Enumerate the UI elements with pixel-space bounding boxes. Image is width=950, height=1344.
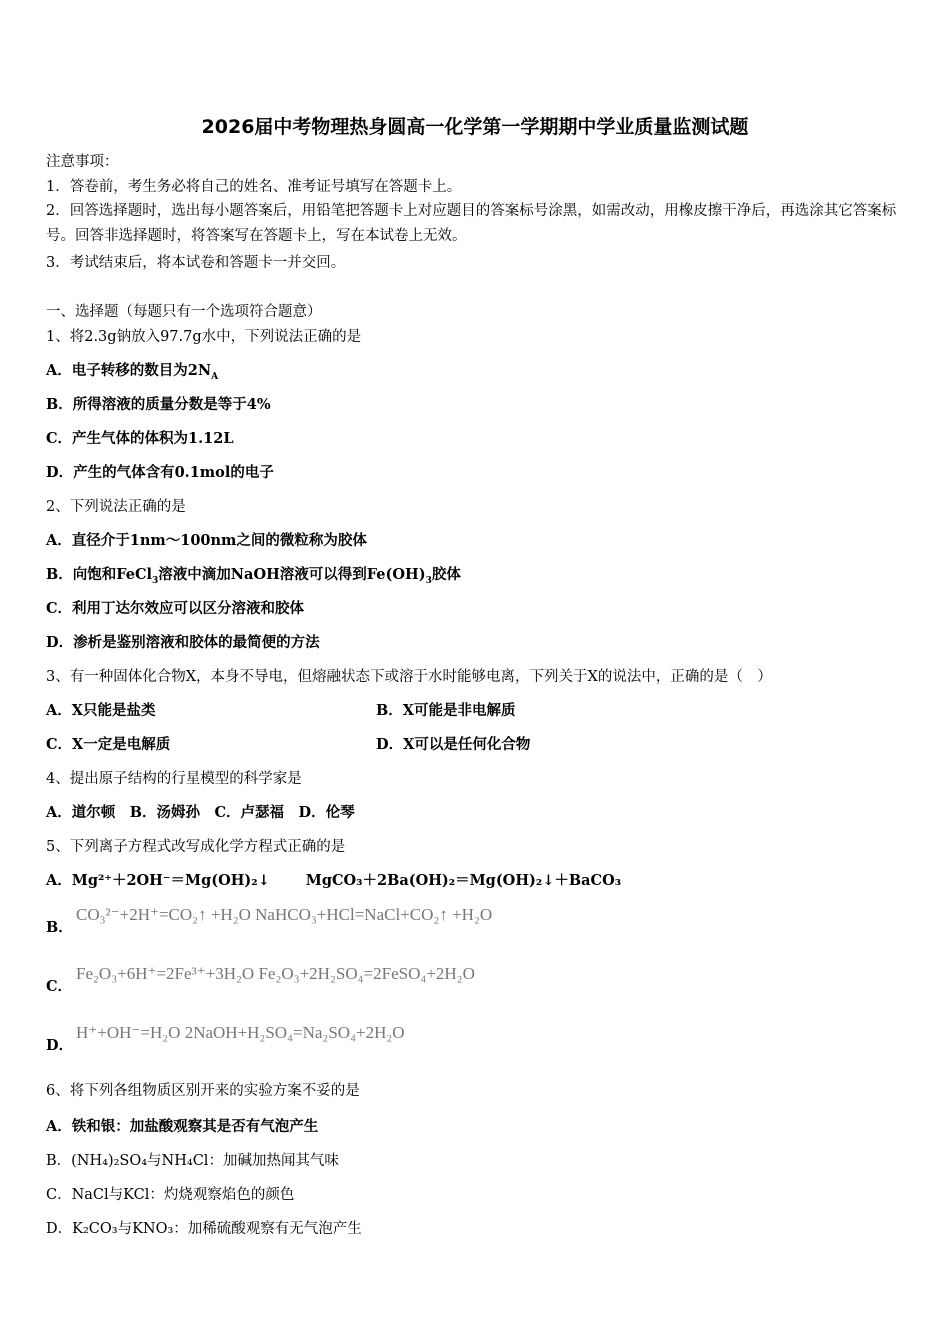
q3-option-d: D．X可以是任何化合物	[376, 736, 531, 753]
q1-option-d: D．产生的气体含有0.1mol的电子	[46, 464, 274, 481]
q1-stem: 1、将2.3g钠放入97.7g水中，下列说法正确的是	[46, 329, 362, 345]
q3-stem: 3、有一种固体化合物X，本身不导电，但熔融状态下或溶于水时能够电离，下列关于X的说法中，正确的是（ ）	[46, 669, 772, 685]
q5-option-a: A．Mg²⁺＋2OH⁻＝Mg(OH)₂↓ MgCO₃＋2Ba(OH)₂＝Mg(OH)₂↓＋BaCO₃	[46, 872, 622, 889]
q2-option-c: C．利用丁达尔效应可以区分溶液和胶体	[46, 600, 305, 617]
notice-heading: 注意事项：	[46, 154, 119, 170]
q4-stem: 4、提出原子结构的行星模型的科学家是	[46, 771, 302, 787]
q2-option-a: A．直径介于1nm～100nm之间的微粒称为胶体	[46, 532, 367, 549]
q6-option-d: D．K₂CO₃与KNO₃：加稀硫酸观察有无气泡产生	[46, 1221, 362, 1237]
q5-option-b-label: B．	[46, 919, 73, 936]
q1-option-a: A．电子转移的数目为$2N_A$	[46, 362, 219, 382]
q3-option-c: C．X一定是电解质	[46, 736, 171, 753]
q2-option-b: B．向饱和FeCl$_3$溶液中滴加NaOH溶液可以得到$Fe(OH)_3$胶体	[46, 566, 461, 586]
q5-stem: 5、下列离子方程式改写成化学方程式正确的是	[46, 839, 346, 855]
q3-option-a: A．X只能是盐类	[46, 702, 156, 719]
page-title: 2026届中考物理热身圆高一化学第一学期期中学业质量监测试题	[201, 116, 749, 138]
q1-option-b: B．所得溶液的质量分数是等于4%	[46, 396, 271, 413]
q4-options: A．道尔顿 B．汤姆孙 C．卢瑟福 D．伦琴	[46, 804, 355, 821]
notice-item-2: 2．回答选择题时，选出每小题答案后，用铅笔把答题卡上对应题目的答案标号涂黑，如需改动，用橡皮擦干净后，再选涂其它答案标号。回答非选择题时，将答案写在答题卡上，写在本试卷上无效。	[46, 203, 897, 244]
q3-option-b: B．X可能是非电解质	[376, 702, 516, 719]
q5-option-d-formula: H⁺+OH⁻=H₂O 2NaOH+H₂SO₄=Na₂SO₄+2H₂O	[76, 1023, 405, 1042]
q5-option-c-formula: Fe₂O₃+6H⁺=2Fe³⁺+3H₂O Fe₂O₃+2H₂SO₄=2FeSO₄+2H₂O	[76, 964, 475, 983]
notice-item-1: 1．答卷前，考生务必将自己的姓名、准考证号填写在答题卡上。	[46, 179, 462, 195]
q2-stem: 2、下列说法正确的是	[46, 499, 186, 515]
q5-option-d-label: D．	[46, 1037, 74, 1054]
q5-option-c-label: C．	[46, 978, 73, 995]
q6-option-a: A．铁和银：加盐酸观察其是否有气泡产生	[46, 1118, 319, 1135]
notice-item-3: 3．考试结束后，将本试卷和答题卡一并交回。	[46, 255, 346, 271]
section-heading: 一、选择题（每题只有一个选项符合题意）	[46, 304, 322, 320]
q6-stem: 6、将下列各组物质区别开来的实验方案不妥的是	[46, 1083, 360, 1099]
q2-option-d: D．渗析是鉴别溶液和胶体的最简便的方法	[46, 634, 320, 651]
q6-option-c: C．NaCl与KCl：灼烧观察焰色的颜色	[46, 1187, 295, 1203]
q1-option-c: C．产生气体的体积为1.12L	[46, 430, 234, 447]
q5-option-b-formula: CO₃²⁻+2H⁺=CO₂↑ +H₂O NaHCO₃+HCl=NaCl+CO₂↑ +H₂O	[76, 905, 493, 924]
q6-option-b: B．(NH₄)₂SO₄与NH₄Cl：加碱加热闻其气味	[46, 1153, 339, 1169]
